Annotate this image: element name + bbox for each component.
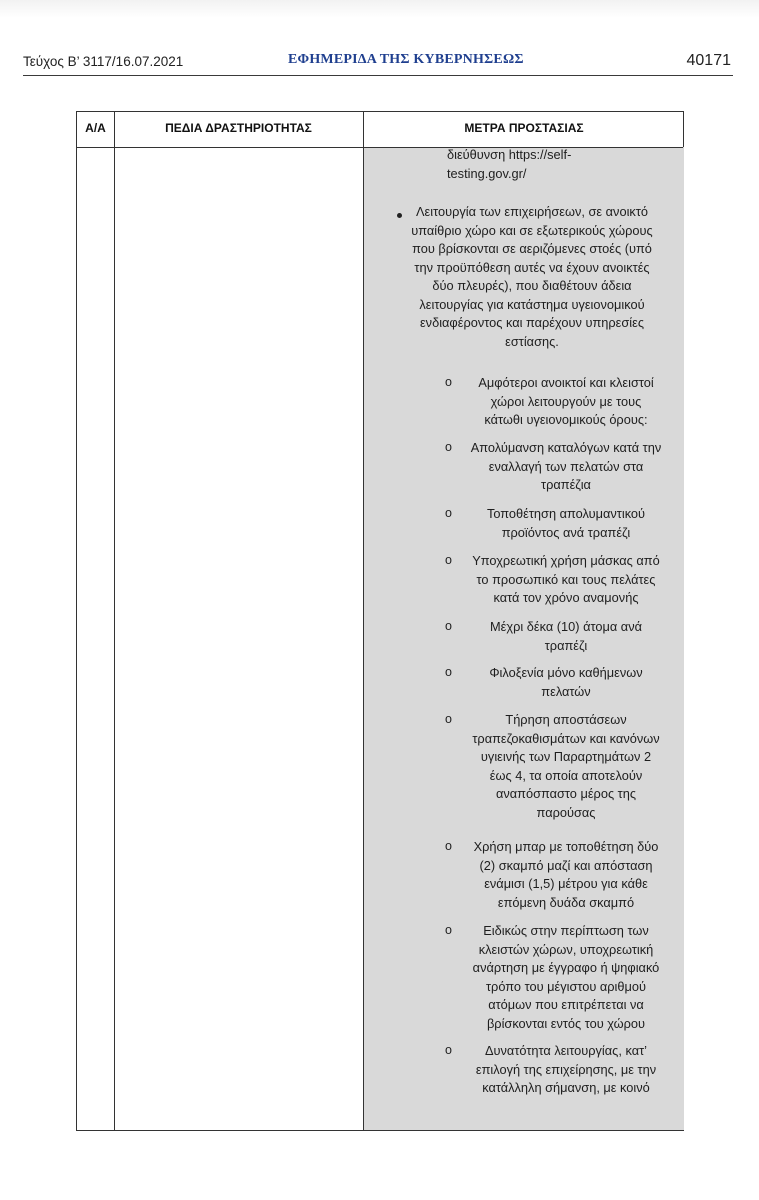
sub-item-text xyxy=(467,505,665,542)
sub-item-line: τραπεζοκαθισμάτων και κανόνων xyxy=(472,730,660,746)
sub-item-line: επιλογή της επιχείρησης, με την xyxy=(475,1061,657,1077)
sub-item-line: κάτωθι υγειονομικούς όρους: xyxy=(484,412,648,427)
column-divider xyxy=(363,112,364,1130)
sub-item-line: παρούσας xyxy=(536,804,596,820)
sub-item-line: ενάμισι (1,5) μέτρου για κάθε xyxy=(484,876,648,891)
gazette-title: ΕΦΗΜΕΡΙΔΑ ΤΗΣ ΚΥΒΕΡΝΗΣΕΩΣ xyxy=(288,52,524,67)
sub-item-text xyxy=(467,439,665,495)
sub-item-line: κατά τον χρόνο αναμονής xyxy=(493,590,639,605)
issue-label: Τεύχος Β’ 3117/16.07.2021 xyxy=(23,54,184,69)
continuation-line: διεύθυνση https://self- xyxy=(447,147,572,162)
bullet-line: που βρίσκονται σε αεριζόμενες στοές (υπό xyxy=(412,241,652,256)
measures-table xyxy=(76,111,684,1131)
header-activity-fields: ΠΕΔΙΑ ΔΡΑΣΤΗΡΙΟΤΗΤΑΣ xyxy=(165,121,312,135)
sub-item-line: υγιεινής των Παραρτημάτων 2 xyxy=(480,749,652,764)
sub-item-line: Αμφότεροι ανοικτοί και κλειστοί xyxy=(478,375,654,390)
sub-item-line: αναπόσπαστο μέρος της xyxy=(495,786,637,801)
bullet-line: ενδιαφέροντος και παρέχουν υπηρεσίες xyxy=(419,315,645,330)
bullet-line: λειτουργίας για κατάστημα υγειονομικού xyxy=(419,296,645,312)
header-protection-measures: ΜΕΤΡΑ ΠΡΟΣΤΑΣΙΑΣ xyxy=(464,121,584,135)
page-header xyxy=(23,52,733,74)
sub-item-text xyxy=(467,1042,665,1098)
sub-item-line: επόμενη δυάδα σκαμπό xyxy=(497,894,635,910)
sub-item-line: Φιλοξενία μόνο καθήμενων xyxy=(489,665,643,680)
bullet-line: εστίασης. xyxy=(505,333,559,349)
sub-item-line: Απολύμανση καταλόγων κατά την xyxy=(470,440,662,455)
circle-bullet-icon: o xyxy=(445,1043,452,1057)
sub-item-line: εναλλαγή των πελατών στα xyxy=(488,458,644,474)
sub-item-text xyxy=(467,838,665,912)
sub-item-text xyxy=(467,552,665,608)
sub-item-line: πελατών xyxy=(541,683,591,699)
bullet-line: Λειτουργία των επιχειρήσεων, σε ανοικτό xyxy=(415,204,648,219)
sub-item-text xyxy=(467,664,665,701)
sub-item-line: Υποχρεωτική χρήση μάσκας από xyxy=(472,553,660,568)
sub-item-line: χώροι λειτουργούν με τους xyxy=(490,393,642,409)
sub-item-line: Ειδικώς στην περίπτωση των xyxy=(483,923,649,938)
sub-item-text xyxy=(467,922,665,1033)
sub-item-line: προϊόντος ανά τραπέζι xyxy=(501,524,631,540)
sub-item-line: Δυνατότητα λειτουργίας, κατ’ xyxy=(484,1043,647,1058)
circle-bullet-icon: o xyxy=(445,619,452,633)
bullet-line: υπαίθριο χώρο και σε εξωτερικούς χώρους xyxy=(411,222,653,238)
header-aa: Α/Α xyxy=(85,121,106,135)
circle-bullet-icon: o xyxy=(445,440,452,454)
sub-item-line: τραπέζι xyxy=(544,637,588,653)
circle-bullet-icon: o xyxy=(445,712,452,726)
sub-item-line: Μέχρι δέκα (10) άτομα ανά xyxy=(489,619,642,634)
sub-item-line: έως 4, τα οποία αποτελούν xyxy=(489,767,643,783)
sub-item-line: ανάρτηση με έγγραφο ή ψηφιακό xyxy=(472,960,660,975)
sub-item-line: (2) σκαμπό μαζί και απόσταση xyxy=(479,857,653,873)
circle-bullet-icon: o xyxy=(445,553,452,567)
sub-item-line: το προσωπικό και τους πελάτες xyxy=(476,571,656,587)
sub-item-line: Τήρηση αποστάσεων xyxy=(505,712,627,727)
sub-item-line: κλειστών χώρων, υποχρεωτική xyxy=(478,941,654,957)
sub-item-line: Τοποθέτηση απολυμαντικού xyxy=(486,506,646,521)
continuation-line: testing.gov.gr/ xyxy=(447,165,527,181)
circle-bullet-icon: o xyxy=(445,665,452,679)
sub-item-text xyxy=(467,374,665,430)
continuation-text xyxy=(447,146,617,183)
header-rule xyxy=(23,75,733,76)
bullet-line: δύο πλευρές), που διαθέτουν άδεια xyxy=(432,278,632,293)
sub-item-line: κατάλληλη σήμανση, με κοινό xyxy=(482,1080,650,1095)
sub-item-text xyxy=(467,618,665,655)
main-bullet-text xyxy=(382,203,682,351)
sub-item-line: βρίσκονται εντός του χώρου xyxy=(486,1015,646,1031)
page-number: 40171 xyxy=(686,52,731,69)
circle-bullet-icon: o xyxy=(445,375,452,389)
circle-bullet-icon: o xyxy=(445,839,452,853)
circle-bullet-icon: o xyxy=(445,506,452,520)
sub-item-line: τραπέζια xyxy=(541,477,591,492)
sub-item-line: τρόπο του μέγιστου αριθμού xyxy=(485,978,647,994)
sub-item-line: ατόμων που επιτρέπεται να xyxy=(488,997,644,1012)
column-divider xyxy=(114,112,115,1130)
top-bar xyxy=(0,0,759,18)
circle-bullet-icon: o xyxy=(445,923,452,937)
sub-item-text xyxy=(467,711,665,822)
sub-item-line: Χρήση μπαρ με τοποθέτηση δύο xyxy=(473,839,659,854)
bullet-line: την προϋπόθεση αυτές να έχουν ανοικτές xyxy=(414,259,650,275)
